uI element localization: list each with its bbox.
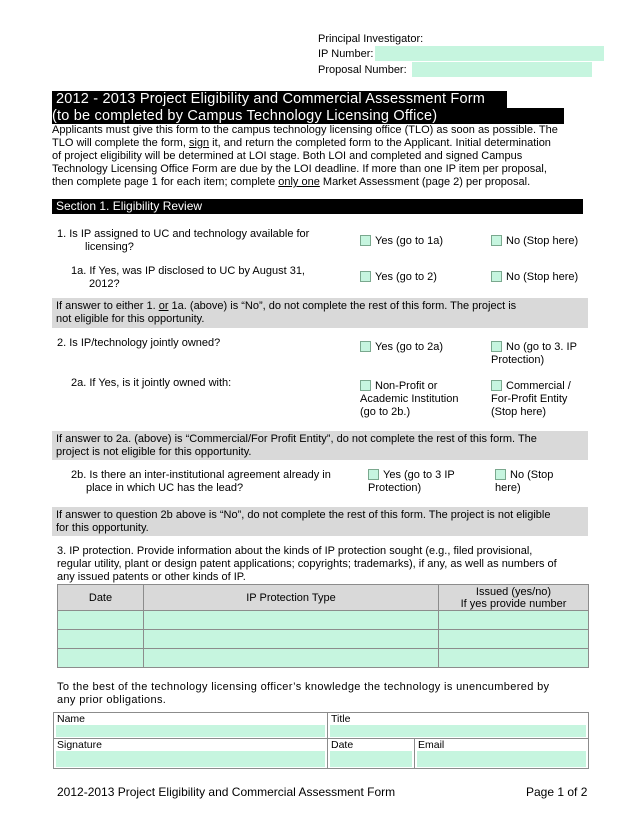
checkbox-icon[interactable] <box>495 469 506 480</box>
signature-field[interactable]: Signature <box>54 739 328 769</box>
q1a-yes-option[interactable]: Yes (go to 2) <box>360 271 437 284</box>
ip-number-label: IP Number: <box>318 48 374 60</box>
ip-protection-table <box>57 584 589 668</box>
col-issued-header: Issued (yes/no) If yes provide number <box>439 585 589 611</box>
intro-paragraph: Applicants must give this form to the campus technology licensing office (TLO) as soon as possible. The TLO will complete the form, sign it, and return the completed form to the Applicant. Initial determination of project eligibility will be determined at LOI stage. Both LOI and completed and signed Campus Technology Licensing Office Form are due by the LOI deadline. If more than one IP item per proposal, then complete page 1 for each item; complete only one Market Assessment (page 2) per proposal. <box>52 124 558 188</box>
title-field[interactable]: Title <box>328 713 589 739</box>
email-field[interactable]: Email <box>415 739 589 769</box>
checkbox-icon[interactable] <box>360 271 371 282</box>
table-cell[interactable] <box>144 630 439 649</box>
q2b-text: 2b. Is there an inter-institutional agreement already in place in which UC has the lead? <box>71 469 331 494</box>
notice-1: If answer to either 1. or 1a. (above) is “No”, do not complete the rest of this form. The project is not eligible for this opportunity. <box>52 298 588 328</box>
ip-number-field[interactable] <box>375 46 604 61</box>
table-cell[interactable] <box>439 611 589 630</box>
checkbox-icon[interactable] <box>360 341 371 352</box>
checkbox-icon[interactable] <box>360 380 371 391</box>
q2-text: 2. Is IP/technology jointly owned? <box>57 337 221 349</box>
q1a-text: 1a. If Yes, was IP disclosed to UC by August 31, 2012? <box>71 265 305 290</box>
q3-text: 3. IP protection. Provide information about the kinds of IP protection sought (e.g., filed provisional, regular utility, plant or design patent applications; copyrights; trademarks), if any, as well as numbers of any issued patents or other kinds of IP. <box>57 545 557 583</box>
q2-yes-option[interactable]: Yes (go to 2a) <box>360 341 443 354</box>
signature-table <box>53 712 589 769</box>
table-cell[interactable] <box>144 611 439 630</box>
unencumbered-statement: To the best of the technology licensing officer’s knowledge the technology is unencumbered by any prior obligations. <box>57 681 550 706</box>
form-subtitle: (to be completed by Campus Technology Licensing Office) <box>52 108 564 124</box>
notice-3: If answer to question 2b above is “No”, do not complete the rest of this form. The project is not eligible for this opportunity. <box>52 507 588 536</box>
q1-no-option[interactable]: No (Stop here) <box>491 235 578 248</box>
name-field[interactable]: Name <box>54 713 328 739</box>
section1-title: Section 1. Eligibility Review <box>52 199 583 214</box>
table-cell[interactable] <box>58 649 144 668</box>
checkbox-icon[interactable] <box>491 235 502 246</box>
table-cell[interactable] <box>58 611 144 630</box>
table-cell[interactable] <box>439 649 589 668</box>
notice-2: If answer to 2a. (above) is “Commercial/For Profit Entity”, do not complete the rest of this form. The project is not eligible for this opportunity. <box>52 431 588 460</box>
proposal-number-label: Proposal Number: <box>318 64 407 76</box>
checkbox-icon[interactable] <box>368 469 379 480</box>
checkbox-icon[interactable] <box>491 271 502 282</box>
checkbox-icon[interactable] <box>491 341 502 352</box>
q2a-commercial-option[interactable]: Commercial / For-Profit Entity (Stop here) <box>491 380 571 418</box>
page-number: Page 1 of 2 <box>526 785 588 799</box>
q1-yes-option[interactable]: Yes (go to 1a) <box>360 235 443 248</box>
q1-text: 1. Is IP assigned to UC and technology available for licensing? <box>57 228 310 253</box>
q2b-no-option[interactable]: No (Stop here) <box>495 469 554 494</box>
date-field[interactable]: Date <box>328 739 415 769</box>
pi-label: Principal Investigator: <box>318 33 424 45</box>
col-date-header: Date <box>58 585 144 611</box>
q2a-text: 2a. If Yes, is it jointly owned with: <box>71 377 232 389</box>
proposal-number-field[interactable] <box>412 62 592 77</box>
q2a-nonprofit-option[interactable]: Non-Profit or Academic Institution (go to 2b.) <box>360 380 459 418</box>
checkbox-icon[interactable] <box>491 380 502 391</box>
table-cell[interactable] <box>144 649 439 668</box>
col-type-header: IP Protection Type <box>144 585 439 611</box>
checkbox-icon[interactable] <box>360 235 371 246</box>
q1a-no-option[interactable]: No (Stop here) <box>491 271 578 284</box>
q2-no-option[interactable]: No (go to 3. IP Protection) <box>491 341 577 366</box>
form-title: 2012 - 2013 Project Eligibility and Commercial Assessment Form <box>52 91 507 108</box>
footer-title: 2012-2013 Project Eligibility and Commercial Assessment Form <box>57 785 396 799</box>
q2b-yes-option[interactable]: Yes (go to 3 IP Protection) <box>368 469 455 494</box>
table-cell[interactable] <box>58 630 144 649</box>
table-cell[interactable] <box>439 630 589 649</box>
